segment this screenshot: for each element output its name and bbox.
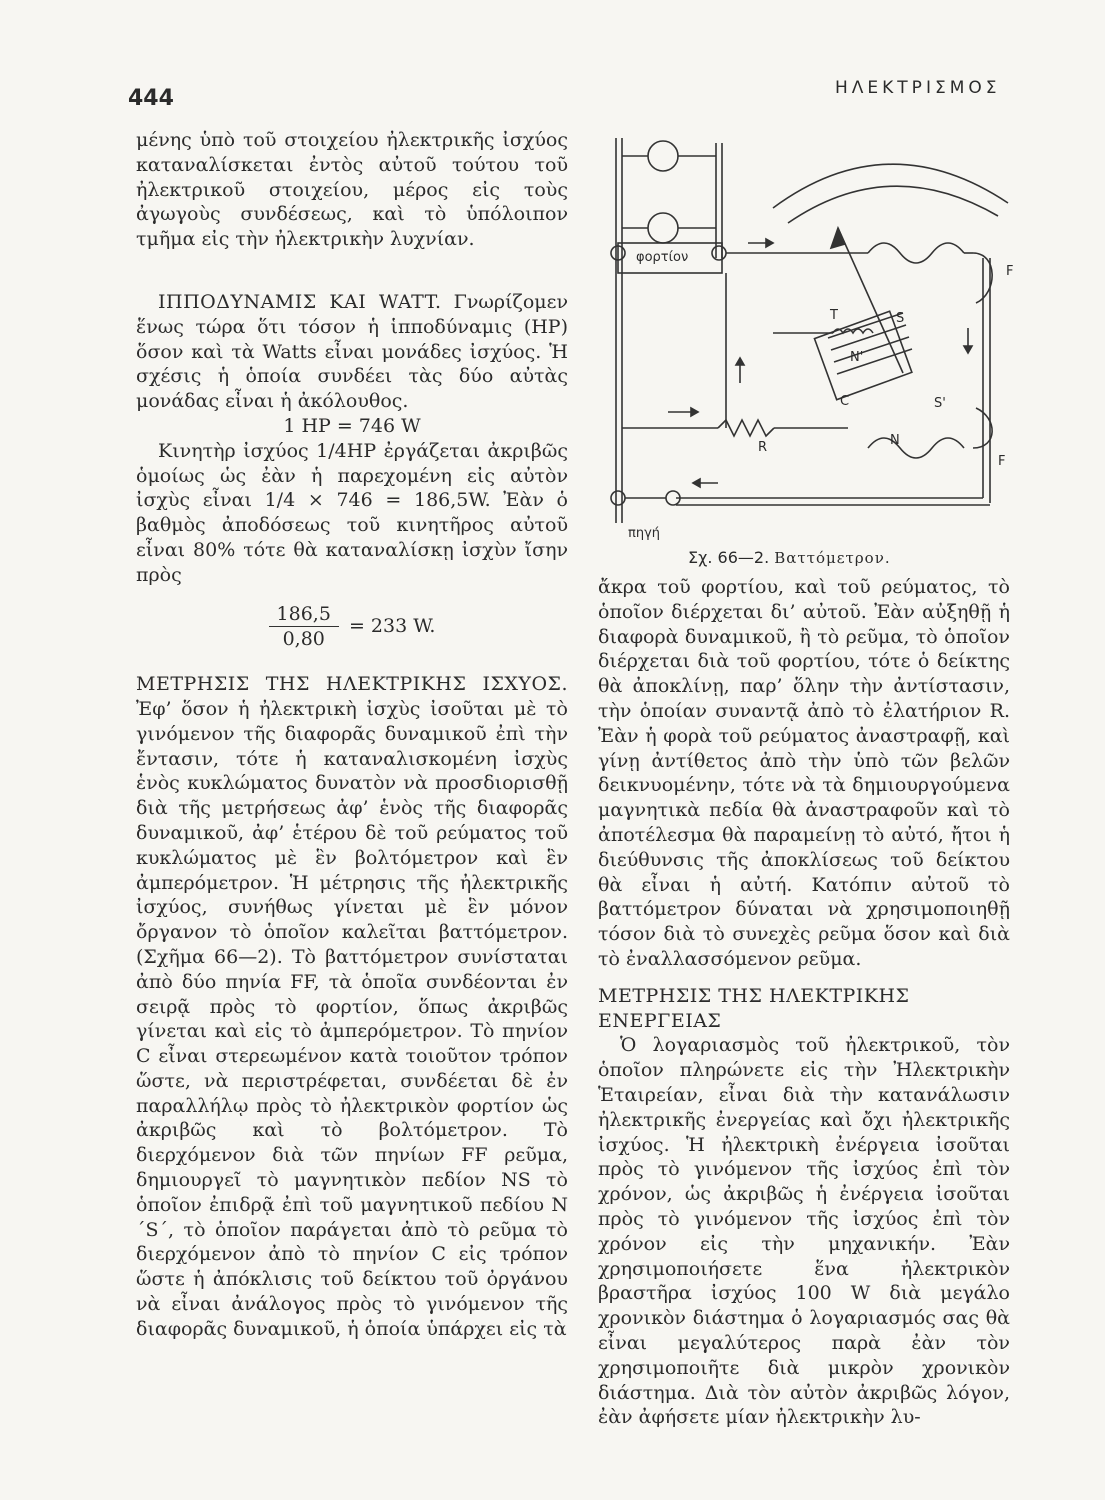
label-S: S xyxy=(896,311,905,326)
label-source: πηγή xyxy=(628,526,660,541)
page-number: 444 xyxy=(128,86,174,111)
label-T: T xyxy=(830,308,838,323)
fraction-numerator: 186,5 xyxy=(269,602,339,628)
figure-caption xyxy=(688,548,891,567)
label-N-prime: N' xyxy=(850,350,864,365)
equation-hp-watt: 1 HP = 746 W xyxy=(283,414,421,437)
paragraph: Κινητὴρ ἰσχύος 1/4HP ἐργάζεται ἀκριβῶς ὁμοίως ὡς ἐὰν ἡ παρεχομένη εἰς αὐτὸν ἰσχὺς εἶναι 1/4 × 746 = 186,5W. Ἐὰν ὁ βαθμὸς ἀποδόσεως τοῦ κινητῆρος αὐτοῦ εἶναι 80% τότε θὰ καταναλίσκῃ ἰσχὺν ἴσην πρὸς xyxy=(136,439,568,586)
fraction-result: = 233 W. xyxy=(348,615,436,638)
paragraph: μένης ὑπὸ τοῦ στοιχείου ἠλεκτρικῆς ἰσχύος καταναλίσκεται ἐντὸς αὐτοῦ τούτου τοῦ ἠλεκτρικοῦ στοιχείου, μέρος εἰς τοὺς ἀγωγοὺς συνδέσεως, καὶ τὸ ὑπόλοιπον τμῆμα εἰς τὴν ἠλεκτρικὴν λυχνίαν. xyxy=(136,129,568,251)
wattmeter-diagram xyxy=(598,128,1043,573)
paragraph-horsepower xyxy=(136,290,568,414)
label-C: C xyxy=(840,394,850,409)
fraction xyxy=(269,602,339,653)
paragraph-text: Γνωρίζομεν ἕνως τώρα ὅτι τόσον ἡ ἱπποδύναμις (HP) ὅσον καὶ τὰ Watts εἶναι μονάδες ἰσχύος. Ἡ σχέσις ἡ ὁποία συνδέει τὰς δύο αὐτὰς μονάδας εἶναι ἡ ἀκόλουθος. xyxy=(136,290,568,413)
label-S-prime: S' xyxy=(934,396,946,411)
left-column xyxy=(136,128,568,1342)
section-heading-measurement: ΜΕΤΡΗΣΙΣ ΤΗΣ ΗΛΕΚΤΡΙΚΗΣ ΙΣΧΥΟΣ. xyxy=(136,673,568,696)
caption-number: Σχ. 66—2. xyxy=(688,548,770,567)
fraction-denominator: 0,80 xyxy=(282,628,325,651)
paragraph-text: Ἐφ’ ὅσον ἡ ἠλεκτρικὴ ἰσχὺς ἰσοῦται μὲ τὸ γινόμενον τῆς διαφορᾶς δυναμικοῦ ἐπὶ τὴν ἔντασιν, τότε ἡ καταναλισκομένη ἰσχὺς ἑνὸς κυκλώματος δυνατὸν νὰ προσδιορισθῇ διὰ τῆς μετρήσεως ἀφ’ ἑνὸς τῆς διαφορᾶς δυναμικοῦ, ἀφ’ ἑτέρου δὲ τοῦ ρεύματος τοῦ κυκλώματος μὲ ἓν βολτόμετρον καὶ ἓν ἀμπερόμετρον. Ἡ μέτρησις τῆς ἠλεκτρικῆς ἰσχύος, συνήθως γίνεται μὲ ἓν μόνον ὄργανον τὸ ὁποῖον καλεῖται βαττόμετρον. (Σχῆμα 66—2). Τὸ βαττόμετρον συνίσταται ἀπὸ δύο πηνία FF, τὰ ὁποῖα συνδέονται ἐν σειρᾷ πρὸς τὸ φορτίον, ὅπως ἀκριβῶς γίνεται καὶ εἰς τὸ ἀμπερόμετρον. Τὸ πηνίον C εἶναι στερεωμένον κατὰ τοιοῦτον τρόπον ὥστε, νὰ περιστρέφεται, συνδέεται δὲ ἐν παραλλήλῳ πρὸς τὸ ἠλεκτρικὸν φορτίον ὡς ἀκριβῶς καὶ τὸ βολτόμετρον. Τὸ διερχόμενον διὰ τῶν πηνίων FF ρεῦμα, δημιουργεῖ τὸ μαγνητικὸν πεδίον NS τὸ ὁποῖον ἐπιδρᾷ ἐπὶ τοῦ μαγνητικοῦ πεδίου N´S´, τὸ ὁποῖον παράγεται ἀπὸ τὸ ρεῦμα τὸ διερχόμενον ἀπὸ τὸ πηνίον C εἰς τρόπον ὥστε ἡ ἀπόκλισις τοῦ δείκτου τοῦ ὀργάνου νὰ εἶναι ἀνάλογος πρὸς τὸ γινόμενον τῆς διαφορᾶς δυναμικοῦ, ἡ ὁποία ὑπάρχει εἰς τὰ xyxy=(136,697,568,1340)
paragraph: ἄκρα τοῦ φορτίου, καὶ τοῦ ρεύματος, τὸ ὁποῖον διέρχεται δι’ αὐτοῦ. Ἐὰν αὐξηθῇ ἡ διαφορὰ δυναμικοῦ, ἢ τὸ ρεῦμα, τὸ ὁποῖον διέρχεται διὰ τοῦ φορτίου, τότε ὁ δείκτης θὰ ἀποκλίνῃ, παρ’ ὅλην τὴν ἀντίστασιν, τὴν ὁποίαν συναντᾷ ἀπὸ τὸ ἐλατήριον R. Ἐὰν ἡ φορὰ τοῦ ρεύματος ἀναστραφῇ, καὶ γίνῃ ἀντίθετος ἀπὸ τὴν ὑπὸ τῶν βελῶν δεικνυομένην, τότε νὰ τὰ δημιουργούμενα μαγνητικὰ πεδία θὰ ἀναστραφοῦν καὶ τὸ ἀποτέλεσμα θὰ παραμείνῃ τὸ αὐτό, ἤτοι ἡ διεύθυνσις τῆς ἀποκλίσεως τοῦ δείκτου θὰ εἶναι ἡ αὐτή. Κατόπιν αὐτοῦ τὸ βαττόμετρον δύναται νὰ χρησιμοποιηθῇ τόσον διὰ τὸ συνεχὲς ρεῦμα ὅσον καὶ διὰ τὸ ἐναλλασσόμενον ρεῦμα. xyxy=(598,576,1010,970)
label-N: N xyxy=(890,433,900,448)
section-heading-energy: ΜΕΤΡΗΣΙΣ ΤΗΣ ΗΛΕΚΤΡΙΚΗΣ ΕΝΕΡΓΕΙΑΣ xyxy=(598,984,910,1032)
right-column xyxy=(598,575,1010,1430)
section-heading-horsepower: ΙΠΠΟΔΥΝΑΜΙΣ ΚΑΙ WATT. xyxy=(158,290,442,313)
wattmeter-figure xyxy=(598,128,1043,573)
label-R: R xyxy=(758,440,768,455)
label-F-top: F xyxy=(1006,264,1014,279)
paragraph: Ὁ λογαριασμὸς τοῦ ἠλεκτρικοῦ, τὸν ὁποῖον πληρώνετε εἰς τὴν Ἠλεκτρικὴν Ἑταιρείαν, εἶναι διὰ τὴν κατανάλωσιν ἠλεκτρικῆς ἐνεργείας καὶ ὄχι ἠλεκτρικῆς ἰσχύος. Ἡ ἠλεκτρικὴ ἐνέργεια ἰσοῦται πρὸς τὸ γινόμενον τῆς ἰσχύος ἐπὶ τὸν χρόνον, ὡς ἀκριβῶς ἡ ἐνέργεια ἰσοῦται πρὸς τὸ γινόμενον τῆς ἰσχύος ἐπὶ τὸν χρόνον εἰς τὴν μηχανικήν. Ἐὰν χρησιμοποιήσετε ἕνα ἠλεκτρικὸν βραστῆρα ἰσχύος 100 W διὰ μεγάλο χρονικὸν διάστημα ὁ λογαριασμός σας θὰ εἶναι μεγαλύτερος παρὰ ἐὰν τὸν χρησιμοποιῆτε διὰ μικρὸν χρονικὸν διάστημα. Διὰ τὸν αὐτὸν ἀκριβῶς λόγον, ἐὰν ἀφήσετε μίαν ἠλεκτρικὴν λυ- xyxy=(598,1034,1010,1429)
fraction-equation xyxy=(136,602,568,653)
label-load: φορτίον xyxy=(636,250,689,265)
caption-title: Βαττόμετρον. xyxy=(774,549,891,567)
paragraph-measurement xyxy=(136,672,568,1342)
running-title: ΗΛΕΚΤΡΙΣΜΟΣ xyxy=(835,78,1001,98)
label-F-bottom: F xyxy=(998,454,1006,469)
